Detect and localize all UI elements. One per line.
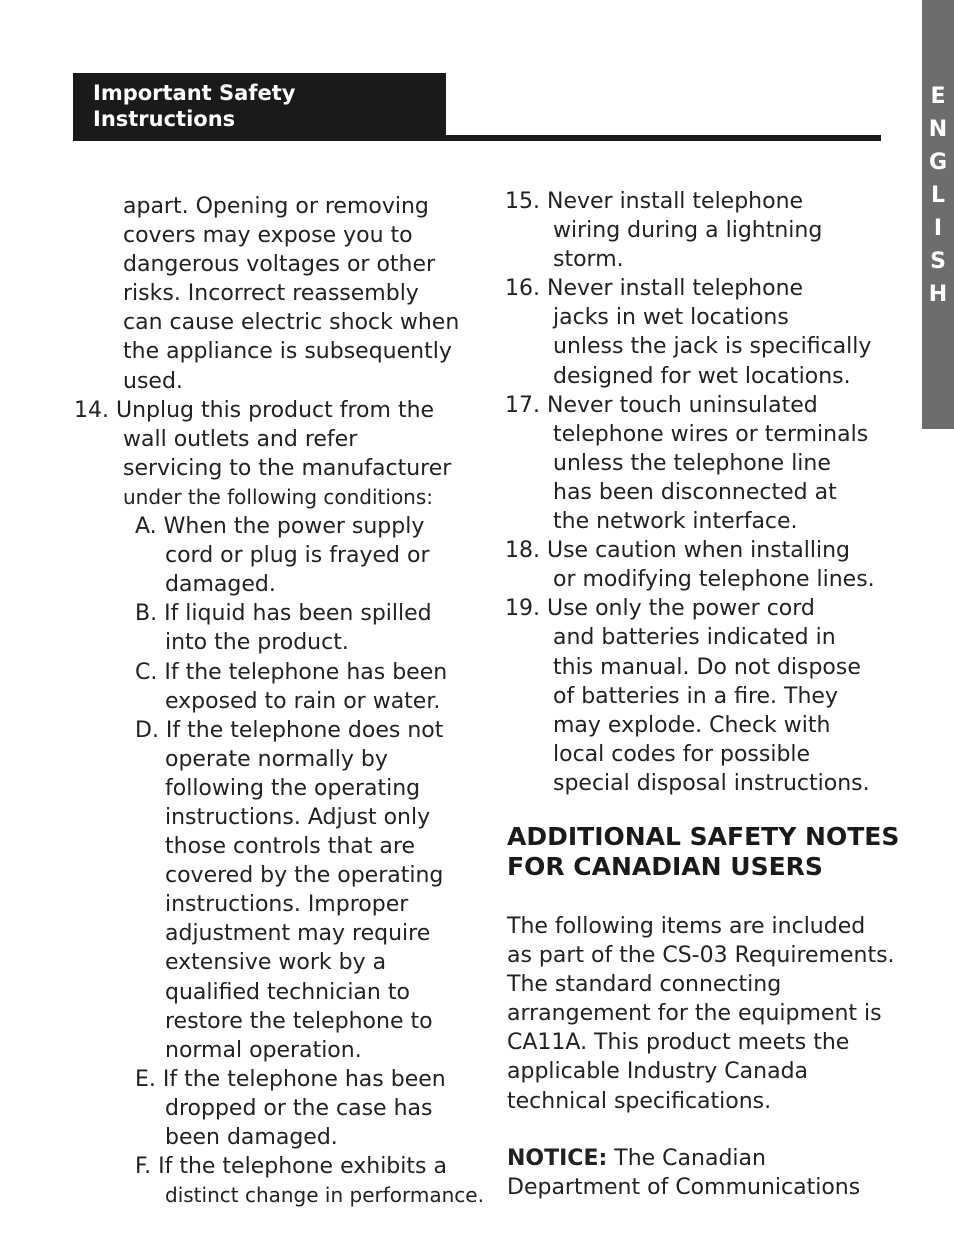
text-line: the appliance is subsequently bbox=[123, 339, 452, 365]
text-line: covered by the operating bbox=[165, 863, 444, 889]
list-item-14: 14. Unplug this product from the bbox=[74, 397, 435, 423]
text-line: distinct change in performance. bbox=[165, 1183, 484, 1208]
list-item-18: 18. Use caution when installing bbox=[505, 538, 851, 564]
text-line: Department of Communications bbox=[507, 1175, 861, 1201]
section-title-line1: Important Safety bbox=[93, 81, 296, 105]
subitem-c: C. If the telephone has been bbox=[135, 659, 448, 685]
subitem-e: E. If the telephone has been bbox=[135, 1066, 446, 1092]
text-line: exposed to rain or water. bbox=[165, 688, 441, 714]
text-line: normal operation. bbox=[165, 1037, 362, 1063]
tab-letter: L bbox=[930, 183, 946, 208]
text-line: following the operating bbox=[165, 775, 421, 801]
section-title-line2: Instructions bbox=[93, 107, 236, 131]
list-item-19: 19. Use only the power cord bbox=[505, 596, 815, 622]
text-line: covers may expose you to bbox=[123, 223, 413, 249]
text-line: may explode. Check with bbox=[553, 712, 831, 738]
text-line: been damaged. bbox=[165, 1125, 338, 1150]
text-line: under the following conditions: bbox=[123, 484, 434, 509]
heading-line: FOR CANADIAN USERS bbox=[507, 852, 823, 881]
text-line: apart. Opening or removing bbox=[123, 194, 429, 219]
text-line: into the product. bbox=[165, 630, 349, 656]
text-line: designed for wet locations. bbox=[553, 363, 851, 389]
text-line: cord or plug is frayed or bbox=[165, 543, 430, 569]
text-line: or modifying telephone lines. bbox=[553, 567, 875, 593]
text-line: arrangement for the equipment is bbox=[507, 1001, 882, 1027]
text-line: can cause electric shock when bbox=[123, 310, 460, 336]
left-column bbox=[74, 192, 484, 1210]
notice-text: The Canadian bbox=[607, 1146, 766, 1171]
tab-letter: N bbox=[928, 117, 948, 142]
heading-line: ADDITIONAL SAFETY NOTES bbox=[507, 822, 900, 851]
text-line: telephone wires or terminals bbox=[553, 421, 869, 447]
language-tab bbox=[922, 0, 954, 429]
tab-letter: E bbox=[930, 84, 946, 109]
tab-letter: G bbox=[928, 150, 948, 175]
cs03-paragraph bbox=[507, 912, 907, 1116]
subitem-b: B. If liquid has been spilled bbox=[135, 601, 432, 627]
subitem-a: A. When the power supply bbox=[135, 514, 425, 540]
text-line: dangerous voltages or other bbox=[123, 252, 436, 278]
subitem-d: D. If the telephone does not bbox=[135, 717, 444, 743]
text-line: this manual. Do not dispose bbox=[553, 654, 861, 680]
text-line: operate normally by bbox=[165, 746, 388, 772]
text-line: of batteries in a fire. They bbox=[553, 683, 838, 709]
text-line: special disposal instructions. bbox=[553, 770, 870, 796]
text-line: and batteries indicated in bbox=[553, 625, 836, 651]
text-line: as part of the CS-03 Requirements. bbox=[507, 943, 895, 969]
text-line: used. bbox=[123, 368, 183, 394]
text-line: the network interface. bbox=[553, 509, 798, 535]
text-line: damaged. bbox=[165, 572, 276, 598]
section-heading-canadian bbox=[507, 822, 907, 882]
text-line: The standard connecting bbox=[507, 972, 782, 998]
text-line: local codes for possible bbox=[553, 741, 811, 767]
list-item-15: 15. Never install telephone bbox=[505, 189, 804, 214]
text-line: unless the telephone line bbox=[553, 450, 831, 476]
text-line: storm. bbox=[553, 247, 624, 273]
text-line: qualified technician to bbox=[165, 979, 410, 1005]
notice-paragraph bbox=[507, 1144, 907, 1202]
tab-letter: S bbox=[930, 249, 946, 274]
language-tab-letters bbox=[922, 80, 954, 311]
notice-line bbox=[507, 1144, 907, 1173]
text-line: restore the telephone to bbox=[165, 1008, 433, 1034]
text-line: technical specifications. bbox=[507, 1088, 772, 1114]
text-line: servicing to the manufacturer bbox=[123, 455, 452, 481]
text-line: adjustment may require bbox=[165, 921, 431, 947]
text-line: extensive work by a bbox=[165, 950, 387, 976]
text-line: unless the jack is specifically bbox=[553, 334, 872, 360]
header-rule bbox=[446, 135, 881, 141]
text-line: CA11A. This product meets the bbox=[507, 1030, 850, 1056]
text-line: wiring during a lightning bbox=[553, 218, 823, 244]
notice-label: NOTICE: bbox=[507, 1146, 608, 1171]
list-item-16: 16. Never install telephone bbox=[505, 276, 804, 302]
text-line: has been disconnected at bbox=[553, 479, 837, 505]
text-line: wall outlets and refer bbox=[123, 426, 358, 452]
text-line: The following items are included bbox=[507, 914, 866, 939]
subitem-f: F. If the telephone exhibits a bbox=[135, 1154, 447, 1180]
text-line: instructions. Improper bbox=[165, 892, 409, 918]
section-header bbox=[73, 73, 446, 141]
list-item-17: 17. Never touch uninsulated bbox=[505, 392, 818, 418]
tab-letter: I bbox=[933, 216, 943, 241]
text-line: risks. Incorrect reassembly bbox=[123, 281, 419, 307]
text-line: jacks in wet locations bbox=[553, 305, 789, 331]
text-line: those controls that are bbox=[165, 834, 415, 860]
text-line: applicable Industry Canada bbox=[507, 1059, 809, 1085]
right-column bbox=[505, 187, 895, 798]
tab-letter: H bbox=[928, 282, 948, 307]
text-line: instructions. Adjust only bbox=[165, 804, 431, 830]
text-line: dropped or the case has bbox=[165, 1095, 433, 1121]
